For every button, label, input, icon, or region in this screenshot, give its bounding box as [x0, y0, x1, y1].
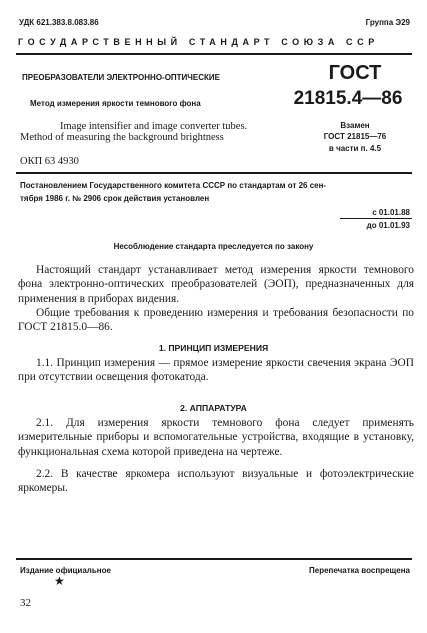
- intro-paragraph: Настоящий стандарт устанавливает метод измерения яркости темнового фона электронно-оптических преобразователей (ЭОП), предназначенных для применения в приборах видения.: [18, 264, 414, 305]
- decree-line-2: тября 1986 г. № 2906 срок действия установлен: [20, 194, 210, 203]
- document-title: ПРЕОБРАЗОВАТЕЛИ ЭЛЕКТРОННО-ОПТИЧЕСКИЕ: [22, 73, 221, 82]
- date-rule: [340, 218, 412, 219]
- state-standard-banner: ГОСУДАРСТВЕННЫЙ СТАНДАРТ СОЮЗА ССР: [18, 37, 379, 47]
- okp-code: ОКП 63 4930: [20, 156, 79, 167]
- group-code: Группа Э29: [365, 18, 410, 27]
- title-block-rule: [16, 172, 412, 174]
- section-2-heading: 2. АППАРАТУРА: [180, 403, 247, 413]
- gost-number: 21815.4—86: [293, 88, 403, 109]
- legal-warning: Несоблюдение стандарта преследуется по закону: [113, 242, 314, 251]
- clause-1-1: 1.1. Принцип измерения — прямое измерение яркости свечения экрана ЭОП при отсутствии освещения фотокатода.: [18, 357, 414, 384]
- english-title-line-2: Method of measuring the background brightness: [20, 132, 224, 143]
- effective-date-to: до 01.01.93: [366, 221, 410, 230]
- official-edition: Издание официальное: [20, 566, 111, 575]
- clause-2-1: 2.1. Для измерения яркости темнового фона следует применять измерительные приборы и вспомогательные устройства, входящие в установку, функциональная схема которой приведена на чертеже.: [18, 417, 414, 458]
- star-icon: ★: [54, 574, 65, 588]
- clause-2-2: 2.2. В качестве яркомера используют визуальные и фотоэлектрические яркомеры.: [18, 468, 414, 495]
- footer-rule: [16, 558, 412, 560]
- banner-rule: [16, 53, 412, 55]
- decree-line-1: Постановлением Государственного комитета СССР по стандартам от 26 сен-: [20, 181, 327, 190]
- page-number: 32: [20, 597, 31, 609]
- reprint-prohibited: Перепечатка воспрещена: [309, 566, 410, 575]
- effective-date-from: с 01.01.88: [372, 208, 410, 217]
- replaces-gost: ГОСТ 21815—76: [323, 132, 387, 141]
- document-subtitle: Метод измерения яркости темнового фона: [30, 99, 201, 108]
- udk-code: УДК 621.383.8.083.86: [19, 18, 99, 27]
- gost-label: ГОСТ: [328, 62, 382, 84]
- section-1-heading: 1. ПРИНЦИП ИЗМЕРЕНИЯ: [158, 343, 269, 353]
- replaces-clause: в части п. 4.5: [328, 144, 382, 153]
- replaces-label: Взамен: [340, 121, 370, 130]
- general-requirements-paragraph: Общие требования к проведению измерения и требования безопасности по ГОСТ 21815.0—86.: [18, 307, 414, 334]
- english-title-line-1: Image intensifier and image converter tubes.: [60, 121, 248, 132]
